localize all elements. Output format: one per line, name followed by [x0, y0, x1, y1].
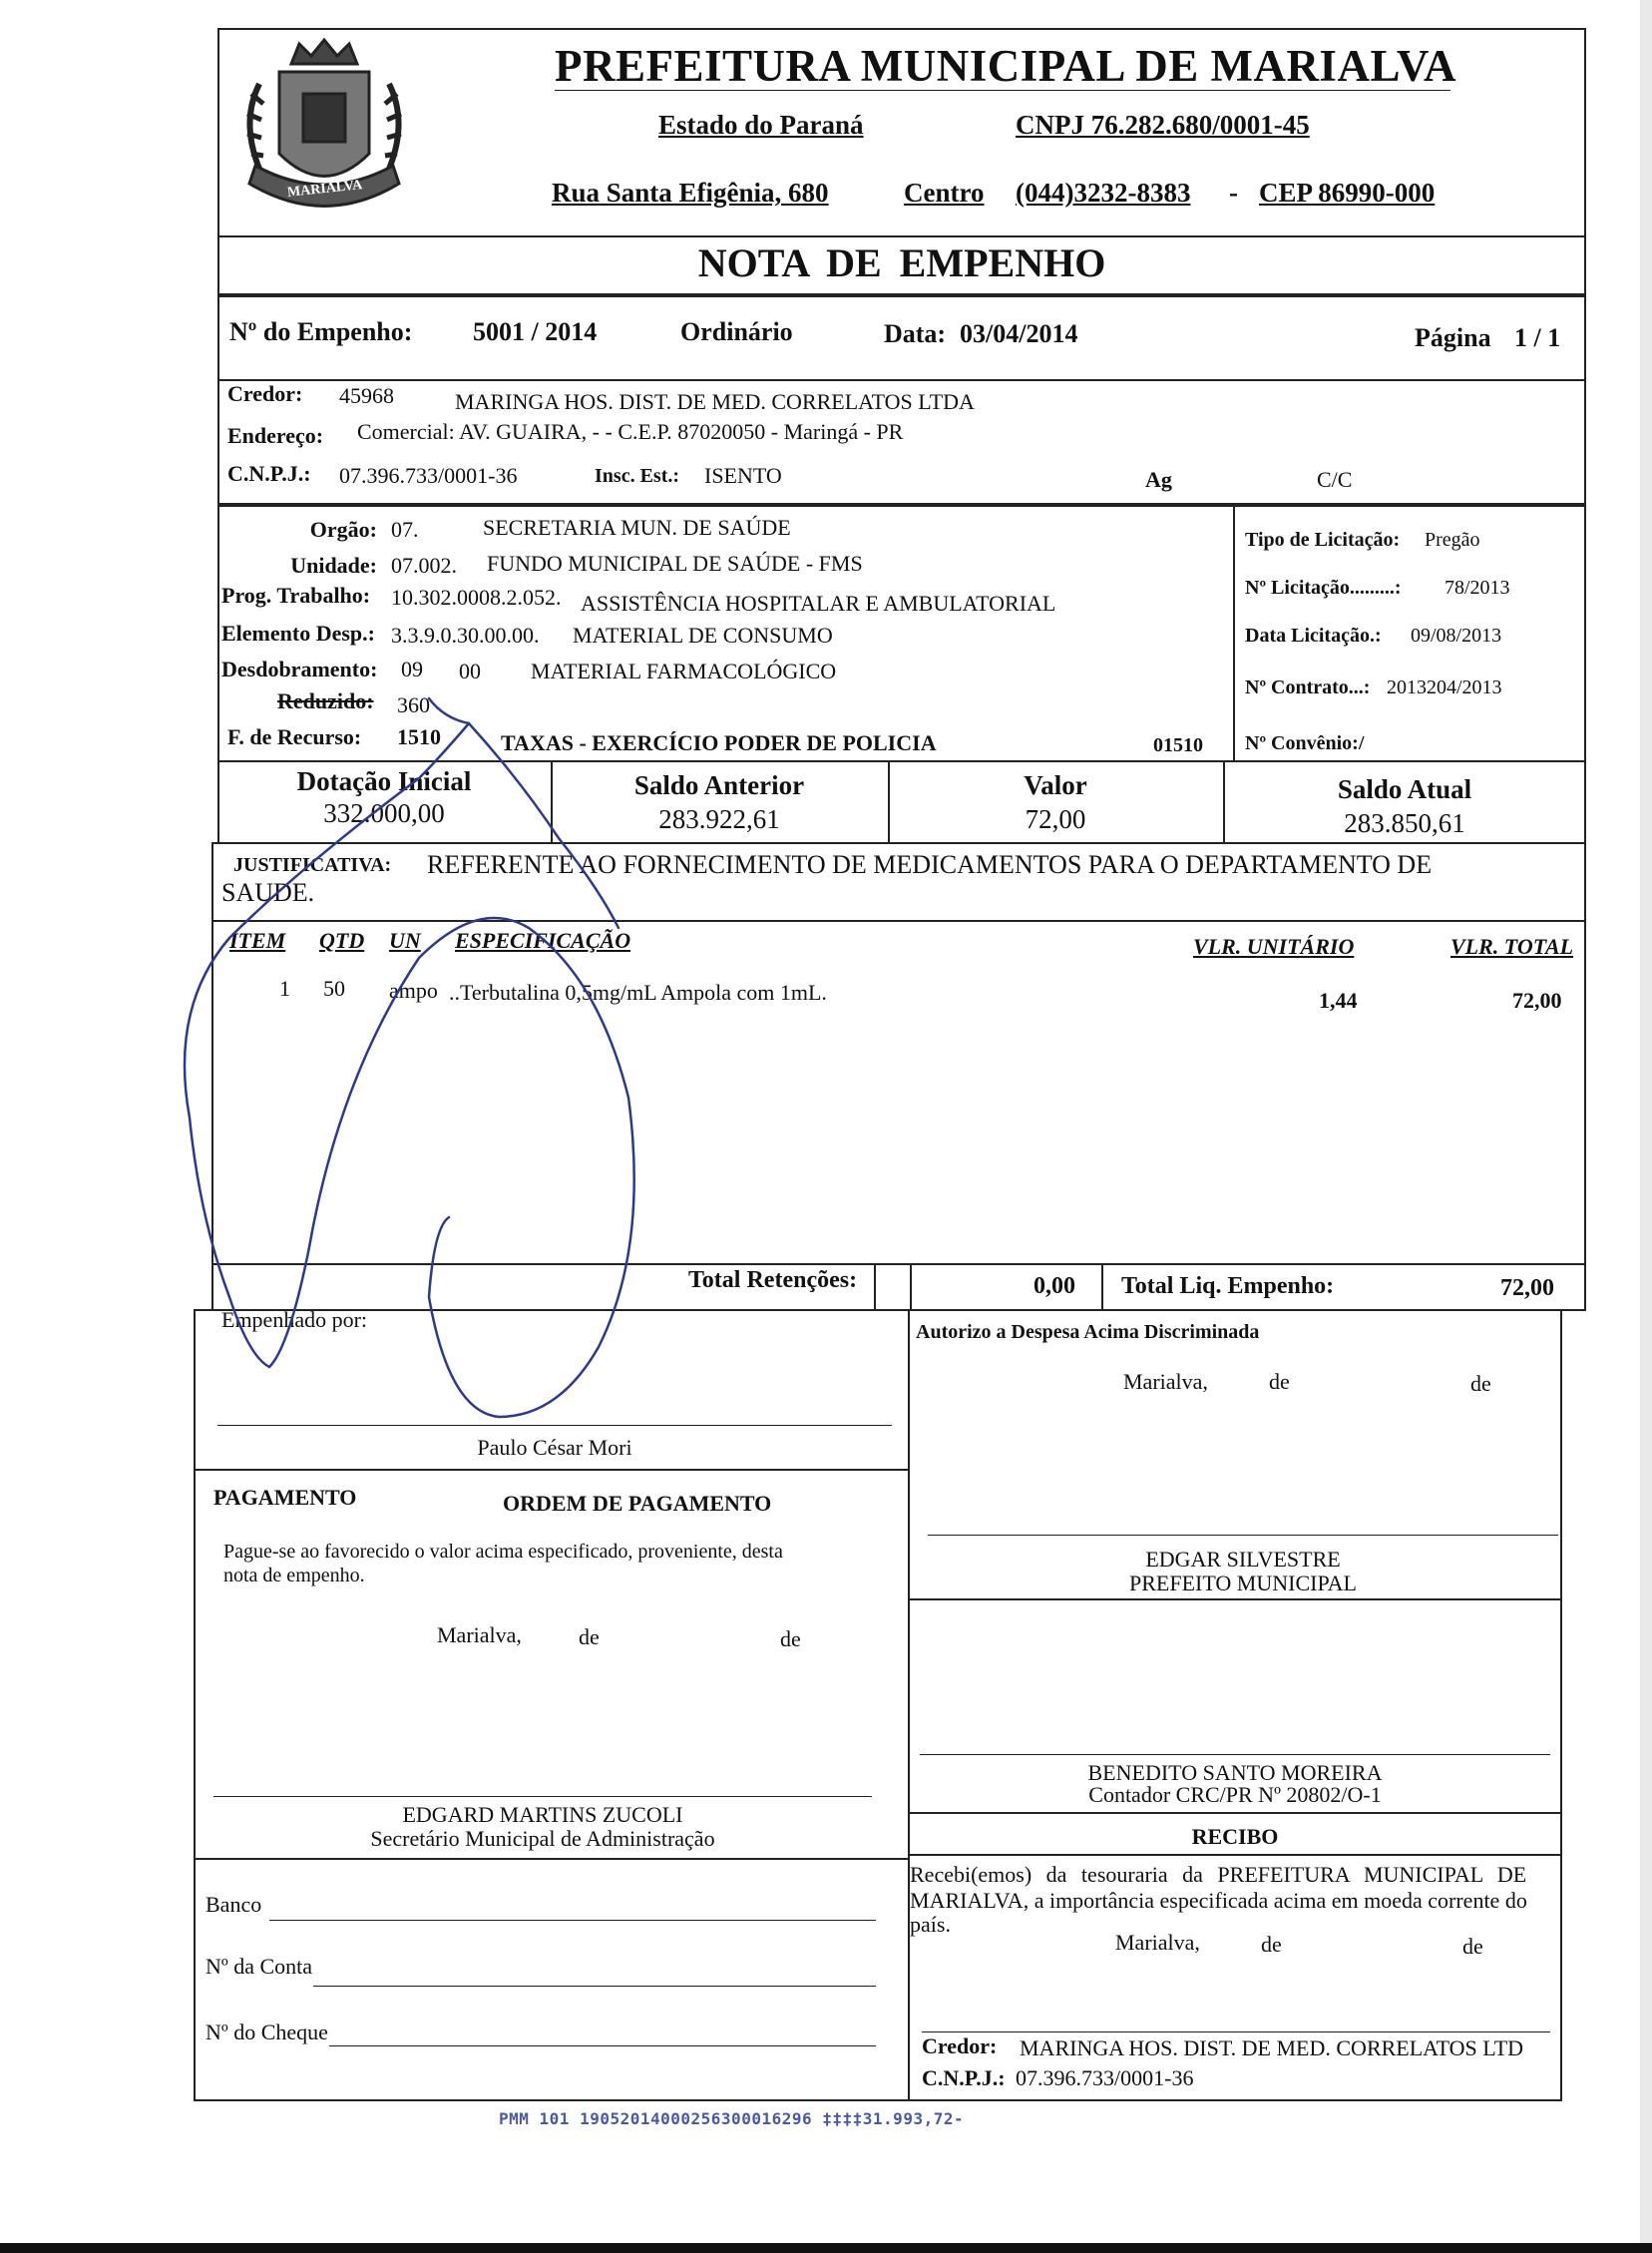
- elemento-code: 3.3.9.0.30.00.00.: [391, 623, 540, 648]
- empenho-number: 5001 / 2014: [473, 317, 598, 346]
- justificativa-text-1: REFERENTE AO FORNECIMENTO DE MEDICAMENTOS PARA O DEPARTAMENTO DE: [427, 850, 1433, 879]
- orgao-name: SECRETARIA MUN. DE SAÚDE: [483, 515, 791, 540]
- document-title: NOTA DE EMPENHO: [697, 240, 1106, 285]
- autorizo-de1: de: [1269, 1369, 1290, 1394]
- recurso-name: TAXAS - EXERCÍCIO PODER DE POLICIA: [501, 730, 937, 755]
- contrato-label: Nº Contrato...:: [1245, 676, 1371, 698]
- municipality-title: PREFEITURA MUNICIPAL DE MARIALVA: [555, 41, 1457, 91]
- autorizo-de2: de: [1470, 1371, 1491, 1396]
- insc-value: ISENTO: [704, 463, 782, 488]
- empenho-type: Ordinário: [680, 317, 793, 346]
- recibo-de2: de: [1462, 1934, 1483, 1959]
- contrato-number: 2013204/2013: [1387, 676, 1502, 698]
- empenho-date-label: Data:: [884, 319, 947, 348]
- pagamento-de2: de: [780, 1626, 801, 1651]
- dotacao-value: 332.000,00: [323, 798, 445, 828]
- col-header-un: UN: [389, 928, 421, 953]
- insc-label: Insc. Est.:: [595, 465, 680, 487]
- pagamento-label: PAGAMENTO: [213, 1485, 357, 1510]
- row-vlr-unit: 1,44: [1319, 988, 1358, 1013]
- cnpj-label: C.N.P.J.:: [227, 461, 311, 486]
- retencoes-value: 0,00: [1033, 1273, 1075, 1299]
- autorizo-role: PREFEITO MUNICIPAL: [1129, 1571, 1357, 1595]
- header-separator: -: [1229, 178, 1238, 208]
- recurso-number: 01510: [1153, 734, 1203, 756]
- agency-label: Ag: [1145, 467, 1172, 492]
- phone-number: (044)3232-8383: [1016, 178, 1191, 208]
- justificativa-text-2: SAUDE.: [221, 878, 315, 907]
- licitacao-number: 78/2013: [1445, 577, 1510, 599]
- orgao-label: Orgão:: [309, 517, 377, 542]
- col-header-espec: ESPECIFICAÇÃO: [455, 928, 631, 953]
- account-label: C/C: [1317, 467, 1353, 492]
- licitacao-date: 09/08/2013: [1411, 625, 1502, 647]
- liq-label: Total Liq. Empenho:: [1121, 1273, 1335, 1299]
- state-name: Estado do Paraná: [658, 110, 864, 140]
- valor-label: Valor: [1024, 770, 1087, 800]
- row-qtd: 50: [323, 976, 345, 1001]
- pagamento-text-1: Pague-se ao favorecido o valor acima especificado, proveniente, desta: [223, 1541, 783, 1563]
- recibo-text-1: Recebi(emos) da tesouraria da PREFEITURA MUNICIPAL DE: [910, 1862, 1527, 1887]
- saldo-anterior-label: Saldo Anterior: [633, 770, 805, 800]
- prog-label: Prog. Trabalho:: [221, 583, 371, 608]
- recibo-text-3: país.: [910, 1912, 951, 1937]
- row-vlr-total: 72,00: [1512, 988, 1562, 1013]
- empenho-number-label: Nº do Empenho:: [229, 317, 413, 346]
- liq-value: 72,00: [1500, 1275, 1554, 1301]
- justificativa-label: JUSTIFICATIVA:: [233, 854, 392, 876]
- desdobramento-label: Desdobramento:: [221, 657, 378, 681]
- elemento-label: Elemento Desp.:: [221, 621, 375, 646]
- empenhado-name: Paulo César Mori: [477, 1435, 632, 1460]
- licitacao-type: Pregão: [1425, 529, 1480, 551]
- licitacao-number-label: Nº Licitação.........:: [1245, 577, 1402, 599]
- address-street: Rua Santa Efigênia, 680: [552, 178, 829, 208]
- contador-role: Contador CRC/PR Nº 20802/O-1: [1088, 1782, 1382, 1807]
- recibo-credor-label: Credor:: [922, 2033, 998, 2058]
- recurso-code: 1510: [397, 724, 441, 749]
- recibo-credor-name: MARINGA HOS. DIST. DE MED. CORRELATOS LTD: [1020, 2035, 1524, 2060]
- cheque-label: Nº do Cheque: [206, 2020, 328, 2044]
- banco-label: Banco: [206, 1892, 262, 1917]
- unidade-name: FUNDO MUNICIPAL DE SAÚDE - FMS: [487, 551, 863, 576]
- desdobramento-name: MATERIAL FARMACOLÓGICO: [531, 659, 837, 683]
- licitacao-date-label: Data Licitação.:: [1245, 625, 1382, 647]
- crest-banner-text: MARIALVA: [286, 178, 363, 201]
- autorizo-label: Autorizo a Despesa Acima Discriminada: [916, 1321, 1260, 1343]
- credor-code: 45968: [339, 383, 394, 408]
- desdobramento-code-2: 00: [459, 659, 481, 683]
- page-number: 1 / 1: [1514, 323, 1561, 352]
- empenhado-label: Empenhado por:: [221, 1307, 368, 1332]
- recurso-label: F. de Recurso:: [227, 724, 362, 749]
- reduzido-value: 360: [397, 692, 430, 717]
- col-header-item: ITEM: [229, 928, 286, 953]
- row-un: ampo: [389, 978, 438, 1003]
- row-espec: ..Terbutalina 0,5mg/mL Ampola com 1mL.: [449, 980, 827, 1005]
- pagamento-city: Marialva,: [437, 1622, 522, 1647]
- licitacao-type-label: Tipo de Licitação:: [1245, 529, 1401, 551]
- recibo-label: RECIBO: [1191, 1824, 1279, 1849]
- recibo-city: Marialva,: [1115, 1930, 1200, 1955]
- unidade-label: Unidade:: [290, 553, 377, 578]
- reduzido-label: Reduzido:: [277, 688, 374, 713]
- dotacao-label: Dotação Inicial: [296, 766, 472, 796]
- desdobramento-code-1: 09: [401, 657, 423, 681]
- prog-name: ASSISTÊNCIA HOSPITALAR E AMBULATORIAL: [581, 591, 1056, 616]
- ordem-pagamento-label: ORDEM DE PAGAMENTO: [503, 1491, 772, 1516]
- elemento-name: MATERIAL DE CONSUMO: [573, 623, 833, 648]
- col-header-qtd: QTD: [319, 928, 365, 953]
- barcode-text: PMM 101 19052014000256300016296 ‡‡‡‡31.993,72-: [499, 2109, 965, 2128]
- valor-value: 72,00: [1025, 804, 1086, 834]
- recibo-de1: de: [1261, 1932, 1282, 1957]
- page-label: Página: [1415, 323, 1491, 352]
- recibo-cnpj-label: C.N.P.J.:: [922, 2065, 1006, 2090]
- address-district: Centro: [904, 178, 985, 208]
- conta-label: Nº da Conta: [206, 1954, 313, 1979]
- address-label: Endereço:: [227, 423, 324, 448]
- pagamento-name: EDGARD MARTINS ZUCOLI: [402, 1802, 683, 1827]
- saldo-atual-value: 283.850,61: [1344, 808, 1465, 838]
- convenio-label: Nº Convênio:/: [1245, 732, 1365, 754]
- contador-name: BENEDITO SANTO MOREIRA: [1087, 1760, 1383, 1785]
- unidade-code: 07.002.: [391, 553, 457, 578]
- row-item: 1: [279, 976, 290, 1001]
- autorizo-city: Marialva,: [1123, 1369, 1208, 1394]
- postal-code: CEP 86990-000: [1259, 178, 1436, 208]
- recibo-text-2: MARIALVA, a importância especificada acima em moeda corrente do: [910, 1888, 1527, 1913]
- prog-code: 10.302.0008.2.052.: [391, 585, 562, 610]
- credor-name: MARINGA HOS. DIST. DE MED. CORRELATOS LTDA: [455, 389, 975, 414]
- retencoes-label: Total Retenções:: [688, 1267, 858, 1293]
- cnpj-header: CNPJ 76.282.680/0001-45: [1016, 110, 1310, 140]
- col-header-vlr-total: VLR. TOTAL: [1450, 934, 1574, 959]
- saldo-atual-label: Saldo Atual: [1337, 774, 1472, 804]
- autorizo-name: EDGAR SILVESTRE: [1145, 1547, 1341, 1572]
- saldo-anterior-value: 283.922,61: [658, 804, 780, 834]
- recibo-cnpj: 07.396.733/0001-36: [1016, 2065, 1194, 2090]
- empenho-date: 03/04/2014: [960, 319, 1078, 348]
- orgao-code: 07.: [391, 517, 419, 542]
- pagamento-de1: de: [579, 1624, 600, 1649]
- pagamento-text-2: nota de empenho.: [223, 1565, 365, 1586]
- credor-cnpj: 07.396.733/0001-36: [339, 463, 518, 488]
- pagamento-role: Secretário Municipal de Administração: [370, 1826, 715, 1851]
- col-header-vlr-unit: VLR. UNITÁRIO: [1193, 934, 1355, 959]
- credor-address: Comercial: AV. GUAIRA, - - C.E.P. 87020050 - Maringá - PR: [357, 419, 904, 444]
- credor-label: Credor:: [227, 381, 303, 406]
